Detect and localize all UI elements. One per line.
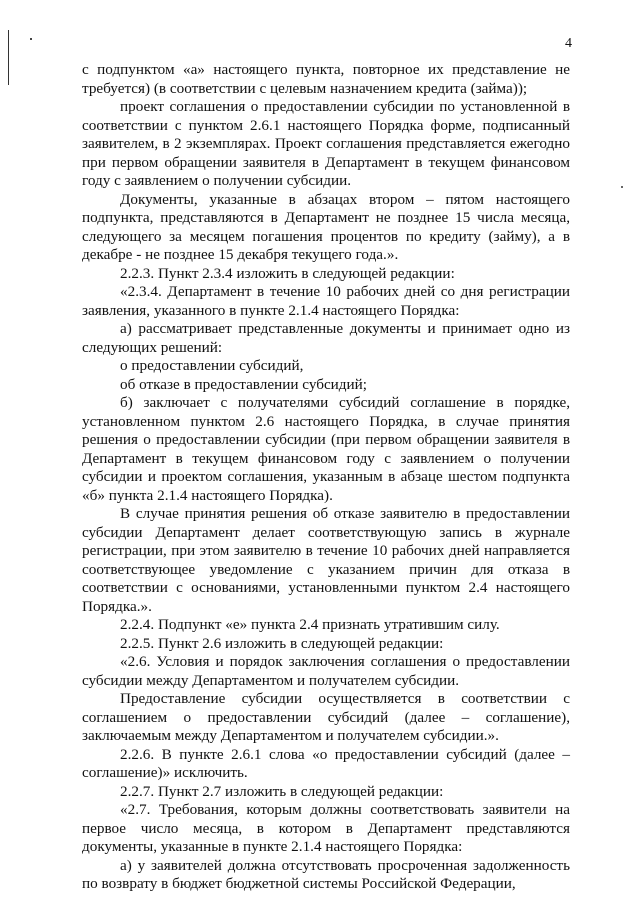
- page-number: 4: [565, 36, 572, 51]
- paragraph: «2.6. Условия и порядок заключения соглашения о предоставлении субсидии между Департаментом и получателем субсидии.: [82, 653, 570, 689]
- document-body: [82, 61, 570, 894]
- paragraph: «2.3.4. Департамент в течение 10 рабочих дней со дня регистрации заявления, указанного в пункте 2.1.4 настоящего Порядка:: [82, 283, 570, 319]
- paragraph: проект соглашения о предоставлении субсидии по установленной в соответствии с пунктом 2.6.1 настоящего Порядка форме, подписанный заявителем, в 2 экземплярах. Проект соглашения представляется ежегодно при первом обращении заявителя в Департамент в текущем финансовом году с заявлением о получении субсидии.: [82, 98, 570, 189]
- paragraph: об отказе в предоставлении субсидий;: [120, 375, 368, 393]
- paragraph: «2.7. Требования, которым должны соответствовать заявители на первое число месяца, в котором в Департамент представляются документы, указанные в пункте 2.1.4 настоящего Порядка:: [82, 801, 570, 855]
- paragraph: а) у заявителей должна отсутствовать просроченная задолженность по возврату в бюджет бюджетной системы Российской Федерации,: [82, 856, 570, 892]
- paragraph: а) рассматривает представленные документы и принимает одно из следующих решений:: [82, 320, 570, 356]
- paragraph: Предоставление субсидии осуществляется в соответствии с соглашением о предоставлении субсидий (далее – соглашение), заключаемым между Департаментом и получателем субсидии.».: [82, 690, 570, 744]
- paragraph: о предоставлении субсидий,: [120, 357, 304, 374]
- paragraph: 2.2.7. Пункт 2.7 изложить в следующей редакции:: [120, 782, 444, 800]
- paragraph: В случае принятия решения об отказе заявителю в предоставлении субсидии Департамент делает соответствующую запись в журнале регистрации, при этом заявителю в течение 10 рабочих дней направляется соответствующее уведомление с указанием причин для отказа в соответствии с основаниями, установленными пунктом 2.4 настоящего Порядка.».: [82, 505, 570, 615]
- paragraph: Документы, указанные в абзацах втором – пятом настоящего подпункта, представляются в Департамент не позднее 15 числа месяца, следующего за месяцем погашения процентов по кредиту (займу), а в декабре - не позднее 15 декабря текущего года.».: [82, 190, 570, 263]
- paragraph: б) заключает с получателями субсидий соглашение в порядке, установленном пунктом 2.6 настоящего Порядка, в случае принятия решения о предоставлении субсидии (при первом обращении заявителя в Департамент в текущем финансовом году с заявлением о получении субсидии и проектом соглашения, указанным в абзаце шестом подпункта «б» пункта 2.1.4 настоящего Порядка).: [82, 394, 570, 504]
- scan-speck: [30, 38, 32, 40]
- scan-edge-mark: [8, 30, 9, 85]
- paragraph: 2.2.5. Пункт 2.6 изложить в следующей редакции:: [120, 634, 444, 652]
- paragraph: 2.2.4. Подпункт «е» пункта 2.4 признать утратившим силу.: [120, 616, 500, 633]
- paragraph: с подпунктом «а» настоящего пункта, повторное их представление не требуется) (в соответствии с целевым назначением кредита (займа));: [82, 61, 570, 97]
- paragraph: 2.2.6. В пункте 2.6.1 слова «о предоставлении субсидий (далее – соглашение)» исключить.: [82, 745, 570, 781]
- scan-speck: [621, 186, 623, 188]
- paragraph: 2.2.3. Пункт 2.3.4 изложить в следующей редакции:: [120, 264, 455, 282]
